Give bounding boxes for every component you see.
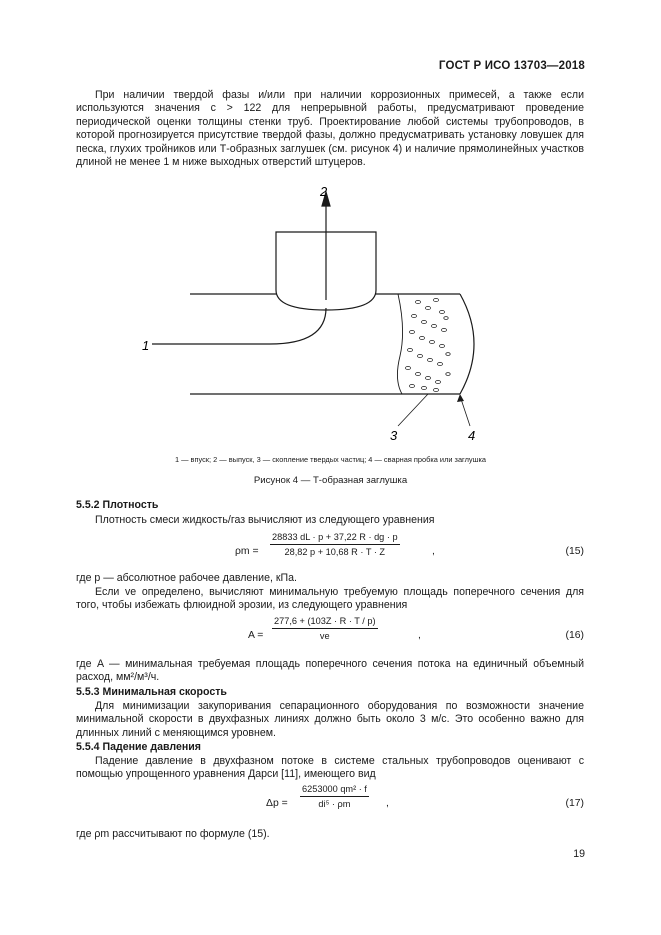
figure-label-2: 2 [320, 184, 328, 199]
s554-where: где ρm рассчитывают по формуле (15). [76, 828, 270, 840]
s552-text: Плотность смеси жидкость/газ вычисляют из следующего уравнения [95, 514, 435, 526]
figure-4-t-tee [130, 180, 510, 450]
formula-17-tail: , [386, 798, 389, 809]
figure-caption: Рисунок 4 — Т-образная заглушка [253, 475, 408, 486]
intro-paragraph: При наличии твердой фазы и/или при наличии коррозионных примесей, а также если используются значения c > 122 для непрерывной работы, предусматривают проведение периодической оценки толщины стенки труб. Проектирование любой системы трубопроводов, в которой прогнозируется присутствие твердой фазы, должно предусматривать установку ловушек для песка, глухих тройников или Т-образных заглушек (см. рисунок 4) и наличие прямолинейных участков длиной не менее 1 м ниже выходных отверстий штуцеров. [76, 89, 584, 169]
figure-legend: 1 — впуск; 2 — выпуск, 3 — скопление твердых частиц; 4 — сварная пробка или заглушка [174, 455, 487, 464]
formula-17-lhs: Δp = [266, 798, 288, 809]
s552-where: где p — абсолютное рабочее давление, кПа. [76, 572, 297, 584]
formula-16-fraction [272, 616, 378, 641]
formula-16-tail: , [418, 630, 421, 641]
s552-where2: где A — минимальная требуемая площадь поперечного сечения потока на единичный объемный расход, мм²/м³/ч. [76, 658, 584, 684]
heading-5-5-4: 5.5.4 Падение давления [76, 741, 201, 753]
formula-16-denominator: ve [319, 631, 330, 641]
formula-16-lhs: A = [248, 630, 264, 641]
formula-15-number: (15) [565, 546, 584, 557]
heading-5-5-2: 5.5.2 Плотность [76, 499, 159, 511]
solids-particles [405, 298, 450, 391]
figure-label-3: 3 [390, 428, 398, 443]
formula-15-fraction [270, 532, 400, 557]
formula-17-denominator: di⁵ · ρm [318, 799, 351, 809]
formula-17-fraction [300, 784, 369, 809]
leader-3 [398, 394, 428, 426]
figure-label-1: 1 [142, 338, 150, 353]
formula-15-lhs: ρm = [235, 546, 259, 557]
s553-text: Для минимизации закупоривания сепарационного оборудования по возможности значение минимальной скорости в двухфазных линиях должно быть около 3 м/с. Это особенно важно для длинных линий с меняющимся уровнем. [76, 700, 584, 739]
formula-16 [180, 616, 584, 656]
formula-17 [180, 784, 584, 824]
document-header: ГОСТ Р ИСО 13703—2018 [438, 60, 585, 72]
formula-15-denominator: 28,82 p + 10,68 R · T · Z [284, 547, 386, 557]
formula-17-numerator: 6253000 qm² · f [300, 784, 369, 797]
formula-16-numerator: 277,6 + (103Z · R · T / p) [272, 616, 378, 629]
figure-label-4: 4 [468, 428, 476, 443]
formula-15 [180, 532, 584, 572]
s552-text2: Если ve определено, вычисляют минимальную требуемую площадь поперечного сечения для того, чтобы избежать флюидной эрозии, из следующего уравнения [76, 586, 584, 612]
formula-17-number: (17) [565, 798, 584, 809]
solids-boundary [397, 294, 402, 394]
page-number: 19 [573, 848, 585, 860]
formula-15-tail: , [432, 546, 435, 557]
s554-text: Падение давление в двухфазном потоке в системе стальных трубопроводов оценивают с помощью упрощенного уравнения Дарси [11], имеющего вид [76, 755, 584, 781]
heading-5-5-3: 5.5.3 Минимальная скорость [76, 686, 227, 698]
inlet-line [152, 308, 326, 344]
formula-16-number: (16) [565, 630, 584, 641]
formula-15-numerator: 28833 dL · p + 37,22 R · dg · p [270, 532, 400, 545]
pipe-end-cap [460, 294, 474, 394]
